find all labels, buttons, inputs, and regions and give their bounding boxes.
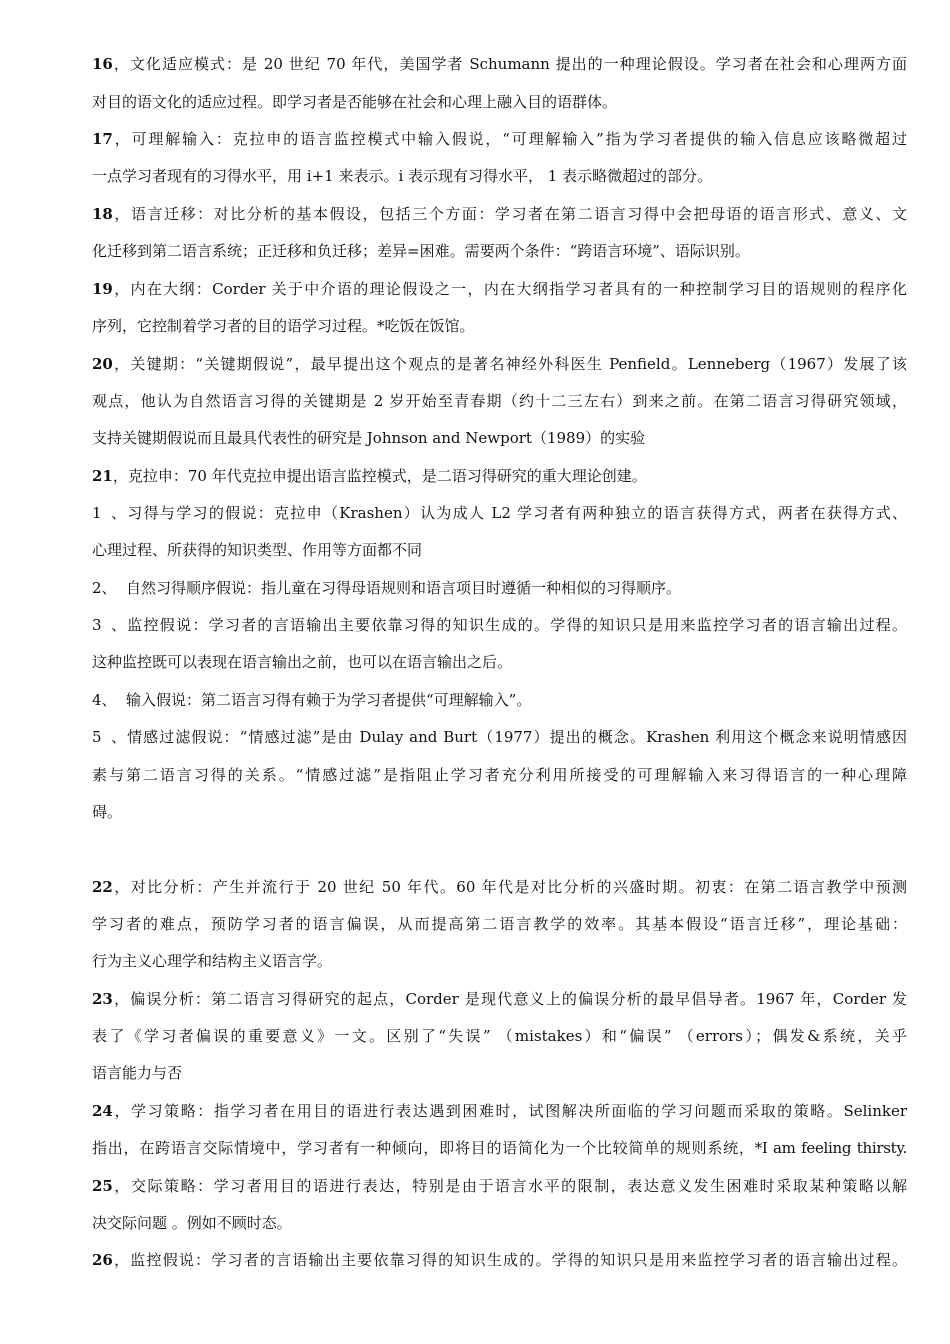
paragraph-18-line-2: 化迁移到第二语言系统；正迁移和负迁移；差异=困难。需要两个条件：“跨语言环境”、语际识别。 bbox=[92, 242, 750, 260]
sub-item-number: 1、 bbox=[92, 504, 126, 522]
paragraph-22-line-2: 学习者的难点，预防学习者的语言偏误，从而提高第二语言教学的效率。其基本假设“语言迁移”，理论基础： bbox=[92, 915, 907, 933]
sub-item-2-line-1: 2、 自然习得顺序假说：指儿童在习得母语规则和语言项目时遵循一种相似的习得顺序。 bbox=[92, 579, 682, 597]
sub-item-number: 5、 bbox=[92, 728, 126, 746]
paragraph-24-line-1: 24，学习策略：指学习者在用目的语进行表达遇到困难时，试图解决所面临的学习问题而采取的策略。Selinker bbox=[92, 1102, 907, 1120]
item-number: 23 bbox=[92, 990, 113, 1008]
paragraph-23-line-3: 语言能力与否 bbox=[92, 1064, 183, 1082]
paragraph-25-line-2: 决交际问题 。例如不顾时态。 bbox=[92, 1214, 292, 1232]
item-number: 24 bbox=[92, 1102, 113, 1120]
item-number: 19 bbox=[92, 280, 113, 298]
sub-item-1-line-1: 1、习得与学习的假说：克拉申（Krashen）认为成人 L2 学习者有两种独立的语言获得方式，两者在获得方式、 bbox=[92, 504, 907, 522]
sub-item-5-line-3: 碍。 bbox=[92, 803, 123, 821]
sub-item-5-line-2: 素与第二语言习得的关系。“情感过滤”是指阻止学习者充分利用所接受的可理解输入来习得语言的一种心理障 bbox=[92, 766, 907, 784]
item-number: 25 bbox=[92, 1177, 113, 1195]
sub-item-number: 4、 bbox=[92, 691, 117, 709]
sub-item-3-line-1: 3、监控假说：学习者的言语输出主要依靠习得的知识生成的。学得的知识只是用来监控学习者的语言输出过程。 bbox=[92, 616, 907, 634]
paragraph-20-line-3: 支持关键期假说而且最具代表性的研究是 Johnson and Newport（1989）的实验 bbox=[92, 429, 646, 447]
paragraph-16-line-2: 对目的语文化的适应过程。即学习者是否能够在社会和心理上融入目的语群体。 bbox=[92, 93, 618, 111]
paragraph-17-line-1: 17，可理解输入：克拉申的语言监控模式中输入假说，“可理解输入”指为学习者提供的输入信息应该略微超过 bbox=[92, 130, 907, 148]
paragraph-19-line-1: 19，内在大纲：Corder 关于中介语的理论假设之一，内在大纲指学习者具有的一种控制学习目的语规则的程序化 bbox=[92, 280, 907, 298]
item-number: 16 bbox=[92, 55, 113, 73]
paragraph-23-line-1: 23，偏误分析：第二语言习得研究的起点，Corder 是现代意义上的偏误分析的最早倡导者。1967 年，Corder 发 bbox=[92, 990, 907, 1008]
paragraph-19-line-2: 序列，它控制着学习者的目的语学习过程。*吃饭在饭馆。 bbox=[92, 317, 475, 335]
item-number: 26 bbox=[92, 1251, 113, 1269]
sub-item-3-line-2: 这种监控既可以表现在语言输出之前，也可以在语言输出之后。 bbox=[92, 653, 513, 671]
sub-item-number: 3、 bbox=[92, 616, 126, 634]
paragraph-22-line-1: 22，对比分析：产生并流行于 20 世纪 50 年代。60 年代是对比分析的兴盛时期。初衷：在第二语言教学中预测 bbox=[92, 878, 907, 896]
sub-item-5-line-1: 5、情感过滤假说：“情感过滤”是由 Dulay and Burt（1977）提出的概念。Krashen 利用这个概念来说明情感因 bbox=[92, 728, 907, 746]
paragraph-16-line-1: 16，文化适应模式：是 20 世纪 70 年代，美国学者 Schumann 提出的一种理论假设。学习者在社会和心理两方面 bbox=[92, 55, 907, 73]
item-number: 22 bbox=[92, 878, 113, 896]
sub-item-1-line-2: 心理过程、所获得的知识类型、作用等方面都不同 bbox=[92, 541, 423, 559]
sub-item-4-line-1: 4、 输入假说：第二语言习得有赖于为学习者提供“可理解输入”。 bbox=[92, 691, 532, 709]
paragraph-24-line-2: 指出，在跨语言交际情境中，学习者有一种倾向，即将目的语简化为一个比较简单的规则系统，*I am feeling thirsty. bbox=[92, 1139, 907, 1157]
item-number: 18 bbox=[92, 205, 113, 223]
sub-item-number: 2、 bbox=[92, 579, 117, 597]
item-number: 20 bbox=[92, 355, 113, 373]
item-number: 17 bbox=[92, 130, 113, 148]
item-number: 21 bbox=[92, 467, 113, 485]
paragraph-26-line-1: 26，监控假说：学习者的言语输出主要依靠习得的知识生成的。学得的知识只是用来监控学习者的语言输出过程。 bbox=[92, 1251, 907, 1269]
paragraph-23-line-2: 表了《学习者偏误的重要意义》一文。区别了“失误” （mistakes）和“偏误” （errors）；偶发&系统，关乎 bbox=[92, 1027, 907, 1045]
paragraph-17-line-2: 一点学习者现有的习得水平，用 i+1 来表示。i 表示现有习得水平， 1 表示略微超过的部分。 bbox=[92, 167, 713, 185]
paragraph-20-line-2: 观点，他认为自然语言习得的关键期是 2 岁开始至青春期（约十二三左右）到来之前。在第二语言习得研究领域， bbox=[92, 392, 907, 410]
paragraph-25-line-1: 25，交际策略：学习者用目的语进行表达，特别是由于语言水平的限制，表达意义发生困难时采取某种策略以解 bbox=[92, 1177, 907, 1195]
paragraph-18-line-1: 18，语言迁移：对比分析的基本假设，包括三个方面：学习者在第二语言习得中会把母语的语言形式、意义、文 bbox=[92, 205, 907, 223]
paragraph-20-line-1: 20，关键期：“关键期假说”，最早提出这个观点的是著名神经外科医生 Penfield。Lenneberg（1967）发展了该 bbox=[92, 355, 907, 373]
paragraph-22-line-3: 行为主义心理学和结构主义语言学。 bbox=[92, 952, 333, 970]
paragraph-21-line-1: 21，克拉申：70 年代克拉申提出语言监控模式，是二语习得研究的重大理论创建。 bbox=[92, 467, 647, 485]
